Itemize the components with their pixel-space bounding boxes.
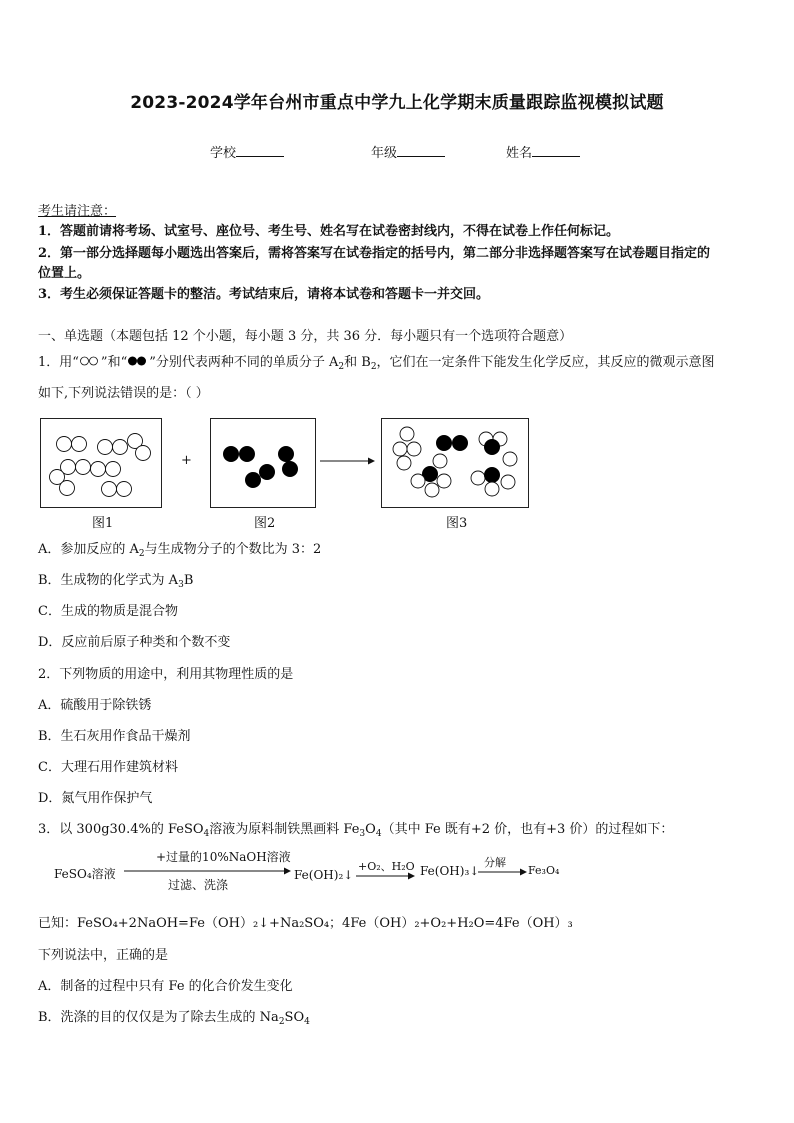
question-1-stem: 1．用“ ”和“ ”分别代表两种不同的单质分子 $A_2$和 $B_2$，它们在一定条件下能发生化学反应，其反应的微观示意图 (38, 355, 715, 372)
flow-step3-condition: 分解 (484, 856, 506, 869)
figure-3-molecules (382, 419, 528, 507)
figure-3-label: 图3 (446, 516, 468, 531)
school-blank[interactable] (236, 144, 284, 157)
question-3-question: 下列说法中，正确的是 (38, 948, 169, 963)
figure-1-molecules (41, 419, 161, 507)
notice-heading: 考生请注意： (38, 204, 117, 219)
school-field (210, 142, 284, 161)
school-label: 学校 (210, 146, 237, 161)
question-1-stem-line2: 如下,下列说法错误的是：（ ） (38, 386, 209, 401)
question-2-stem: 2．下列物质的用途中，利用其物理性质的是 (38, 667, 294, 682)
light-molecule-icon (79, 356, 101, 366)
flow-step2-reagent: +O₂、H₂O (358, 860, 415, 873)
flow-end: Fe₃O₄ (528, 864, 560, 877)
question-2-option-b[interactable]: B．生石灰用作食品干燥剂 (38, 729, 191, 744)
grade-field (371, 142, 445, 161)
question-1-option-b[interactable]: B．生成物的化学式为 $A_3B$ (38, 573, 194, 590)
question-1-option-d[interactable]: D．反应前后原子种类和个数不变 (38, 635, 231, 650)
flow-step1-operation: 过滤、洗涤 (168, 878, 229, 892)
reaction-arrow-icon (320, 455, 376, 467)
flow-arrow-2-icon (356, 871, 416, 881)
plus-sign: + (181, 453, 192, 468)
page-title: 2023-2024学年台州市重点中学九上化学期末质量跟踪监视模拟试题 (130, 93, 664, 113)
question-1-option-c[interactable]: C．生成的物质是混合物 (38, 604, 178, 619)
flow-step1-reagent: +过量的10%NaOH溶液 (156, 850, 291, 864)
notice-item: 3．考生必须保证答题卡的整洁。考试结束后，请将本试卷和答题卡一并交回。 (38, 287, 490, 302)
figure-1-box (40, 418, 162, 508)
figure-2-box (210, 418, 316, 508)
flow-start: FeSO₄溶液 (54, 867, 116, 881)
notice-item: 2．第一部分选择题每小题选出答案后，需将答案写在试卷指定的括号内，第二部分非选择题答案写在试卷题目指定的 (38, 246, 711, 261)
question-3-option-a[interactable]: A．制备的过程中只有 Fe 的化合价发生变化 (38, 979, 293, 994)
question-1-option-a[interactable]: A．参加反应的 $A_2$与生成物分子的个数比为 3：2 (38, 542, 322, 559)
flow-arrow-3-icon (478, 867, 528, 877)
section-heading: 一、单选题（本题包括 12 个小题，每小题 3 分，共 36 分．每小题只有一个选项符合题意） (38, 329, 573, 344)
question-3-known: 已知：FeSO₄+2NaOH=Fe（OH）₂↓+Na₂SO₄；4Fe（OH）₂+O₂+H₂O=4Fe（OH）₃ (38, 916, 573, 931)
grade-blank[interactable] (397, 144, 445, 157)
figure-2-label: 图2 (254, 516, 276, 531)
question-2-option-a[interactable]: A．硫酸用于除铁锈 (38, 698, 152, 713)
flow-mid2: Fe(OH)₃↓ (420, 864, 480, 878)
process-flow-diagram (50, 848, 570, 898)
question-3-stem: 3．以 300g30.4%的 FeSO$_4$溶液为原料制铁黑画料 $Fe_3O_4$（其中 Fe 既有+2 价，也有+3 价）的过程如下： (38, 822, 674, 839)
notice-item: 1．答题前请将考场、试室号、座位号、考生号、姓名写在试卷密封线内，不得在试卷上作任何标记。 (38, 224, 620, 239)
question-2-option-c[interactable]: C．大理石用作建筑材料 (38, 760, 178, 775)
name-label: 姓名 (506, 146, 533, 161)
figure-3-box (381, 418, 529, 508)
notice-item: 位置上。 (38, 266, 91, 281)
figure-1-label: 图1 (92, 516, 114, 531)
grade-label: 年级 (371, 146, 398, 161)
dark-molecule-icon (127, 356, 149, 366)
figure-2-molecules (211, 419, 315, 507)
name-blank[interactable] (532, 144, 580, 157)
question-3-option-b[interactable]: B．洗涤的目的仅仅是为了除去生成的 $Na_2SO_4$ (38, 1010, 310, 1027)
flow-mid1: Fe(OH)₂↓ (294, 868, 354, 882)
flow-arrow-1-icon (124, 866, 292, 876)
name-field (506, 142, 580, 161)
question-2-option-d[interactable]: D．氮气用作保护气 (38, 791, 153, 806)
